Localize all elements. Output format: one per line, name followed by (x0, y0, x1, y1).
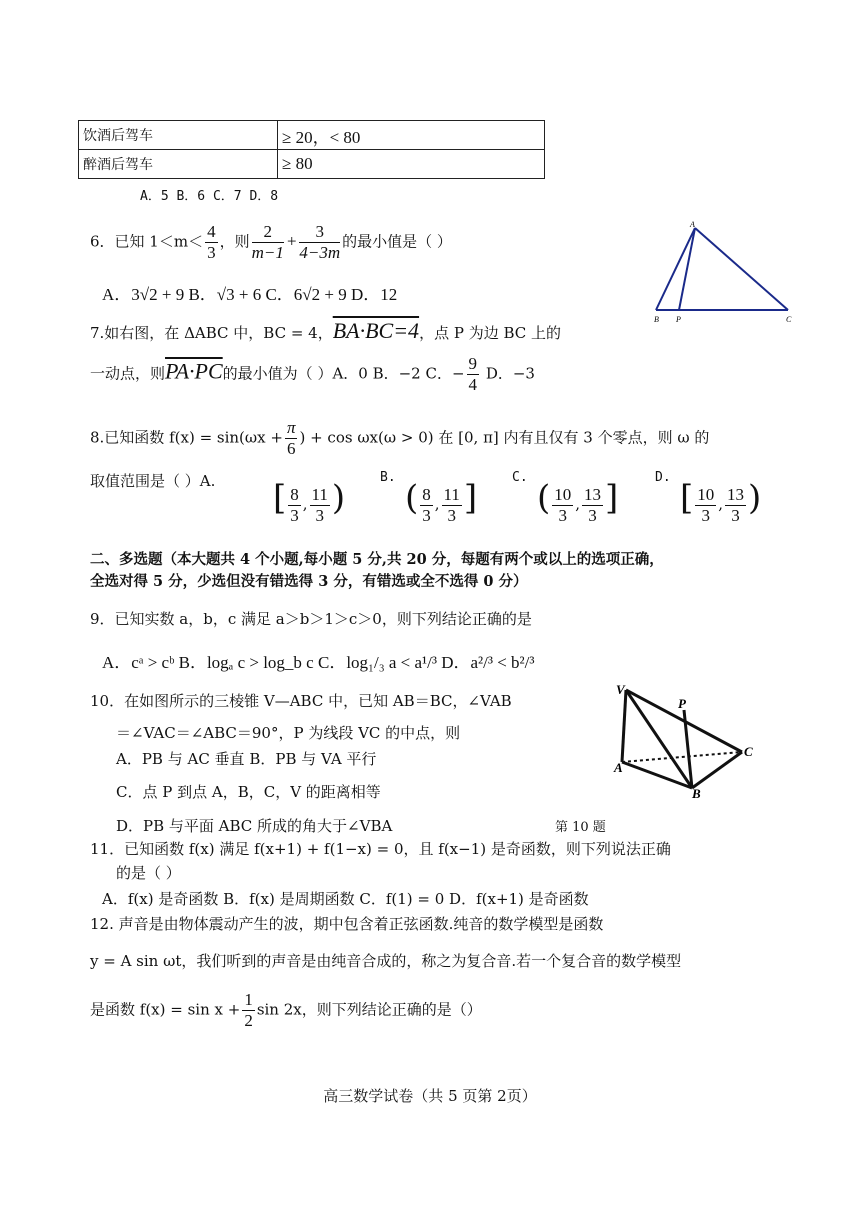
numerator: 8 (422, 484, 431, 504)
numerator: 13 (727, 484, 745, 504)
q8-line1 (90, 418, 709, 459)
label-a: A (614, 760, 623, 775)
numerator: 3 (299, 222, 340, 243)
q6-options: A．3√2 + 9 B．√3 + 6 C．6√2 + 9 D．12 (102, 285, 398, 304)
edge-ac (695, 228, 788, 310)
q11-line1: 11．已知函数 f(x) 满足 f(x+1) + f(1−x) = 0，且 f(x−1) 是奇函数，则下列说法正确 (90, 840, 671, 858)
denominator: 3 (290, 505, 299, 525)
q6-fraction (205, 222, 218, 263)
numerator: 11 (443, 484, 460, 504)
numerator: 2 (252, 222, 284, 243)
edge-va (622, 690, 626, 762)
q6-fraction (252, 222, 284, 263)
q10-option-c: C．点 P 到点 A，B，C，V 的距离相等 (116, 783, 381, 801)
q7-text: ，点 P 为边 BC 上的 (419, 324, 562, 342)
numerator: 9 (468, 354, 478, 373)
denominator: 3 (422, 505, 431, 525)
denominator: m−1 (251, 243, 284, 262)
label-b: B (692, 786, 701, 800)
table-cell: 醉酒后驾车 (79, 150, 278, 179)
denominator: 4 (468, 375, 478, 394)
label-a: A (690, 220, 695, 229)
q6-mid: ，则 (219, 232, 250, 251)
q12-line2: y = A sin ωt，我们听到的声音是由纯音合成的，称之为复合音.若一个复合音的数学模型 (90, 952, 682, 970)
q6-suffix: 的最小值是（ ） (342, 232, 452, 251)
label-c: C (744, 744, 753, 759)
numerator: 11 (311, 484, 328, 504)
drink-table (78, 120, 545, 179)
numerator: 10 (554, 484, 572, 504)
table-row (79, 150, 545, 179)
label-b: B (654, 315, 659, 324)
q8-option-d-label: D. (655, 470, 671, 485)
numerator: 10 (697, 484, 715, 504)
q12-line3 (90, 990, 482, 1031)
q7-text: 7.如右图，在 ΔABC 中，BC = 4， (90, 324, 333, 342)
q7-vector: PA·PC (165, 358, 223, 384)
denominator: 3 (731, 505, 740, 525)
label-p: P (678, 696, 686, 711)
q11-line2: 的是（ ） (116, 864, 181, 882)
q10-line2: ＝∠VAC＝∠ABC＝90°，P 为线段 VC 的中点，则 (116, 724, 461, 742)
denominator: 6 (286, 439, 296, 458)
table-cell: ≥ 80 (278, 150, 545, 179)
q6-stem (90, 222, 452, 263)
denominator: 3 (588, 505, 597, 525)
table-cell: ≥ 20，< 80 (278, 121, 545, 150)
q12-fraction (242, 990, 255, 1031)
section-heading: 二、多选题（本大题共 4 个小题,每小题 5 分,共 20 分，每题有两个或以上的选项正确， (90, 551, 664, 568)
q11-options: A．f(x) 是奇函数 B．f(x) 是周期函数 C．f(1) = 0 D．f(x+1) 是奇函数 (102, 890, 589, 908)
section-heading: 全选对得 5 分，少选但没有错选得 3 分，有错选或全不选得 0 分） (90, 573, 528, 590)
denominator: 3 (207, 243, 216, 262)
q12-line1: 12. 声音是由物体震动产生的波，期中包含着正弦函数.纯音的数学模型是函数 (90, 915, 604, 933)
edge-ac-hidden (622, 752, 742, 762)
q12-text: sin 2x，则下列结论正确的是（） (256, 1000, 482, 1019)
q7-line1 (90, 318, 561, 344)
numerator: 13 (584, 484, 602, 504)
q8-option-a: [ $\frac{8}{3}$ , $\frac{11}{3}$ ) (273, 478, 346, 525)
label-p: P (676, 315, 681, 324)
numerator: 8 (290, 484, 299, 504)
denominator: 3 (447, 505, 456, 525)
denominator: 3 (558, 505, 568, 525)
edge-ab (656, 228, 695, 310)
denominator: 2 (244, 1011, 253, 1030)
q6-fraction (299, 222, 340, 263)
q10-option-d: D．PB 与平面 ABC 所成的角大于∠VBA (116, 817, 393, 835)
q8-text: ) + cos ωx(ω > 0) 在 [0, π] 内有且仅有 3 个零点，则 ω 的 (299, 428, 710, 447)
q12-text: 是函数 f(x) = sin x + (90, 1000, 241, 1019)
denominator: 3 (315, 505, 324, 525)
q7-text: 一动点，则 (90, 364, 166, 383)
q7-vector: BA·BC=4 (332, 318, 420, 343)
q8-option-b-label: B. (380, 470, 396, 485)
numerator: 1 (244, 990, 253, 1009)
q8-option-d: [ $\frac{10}{3}$ , $\frac{13}{3}$ ) (680, 478, 762, 525)
q9-stem: 9．已知实数 a，b，c 满足 a＞b＞1＞c＞0，则下列结论正确的是 (90, 610, 532, 628)
q8-option-b: ( $\frac{8}{3}$ , $\frac{11}{3}$ ] (405, 478, 478, 525)
q5-options: A．5 B．6 C．7 D．8 (140, 189, 279, 204)
q9-options: A．cᵃ > cᵇ B．logₐ c > log_b c C．log₁/₃ a < a¹/³ D．a²/³ < b²/³ (102, 653, 535, 672)
numerator: π (286, 418, 296, 437)
edge-ap (679, 228, 695, 310)
q8-text: 8.已知函数 f(x) = sin(ωx + (90, 428, 283, 447)
q7-text: D．−3 (481, 364, 535, 383)
q8-fraction (285, 418, 298, 459)
figure-caption: 第 10 题 (555, 820, 606, 835)
edge-bc (692, 752, 742, 788)
page-footer: 高三数学试卷（共 5 页第 2页） (323, 1087, 537, 1105)
q7-line2 (90, 354, 535, 395)
triangle-figure (650, 218, 800, 330)
q8-option-c-label: C. (512, 470, 528, 485)
denominator: 4−3m (299, 243, 341, 262)
q8-option-c: ( $\frac{10}{3}$ , $\frac{13}{3}$ ] (537, 478, 619, 525)
label-c: C (786, 315, 792, 324)
q8-line2: 取值范围是（ ）A. (90, 472, 216, 490)
plus-sign: + (285, 231, 298, 251)
label-v: V (616, 682, 625, 697)
q6-prefix: 6．已知 1＜m＜ (90, 232, 204, 251)
denominator: 3 (701, 505, 711, 525)
q10-option-ab: A．PB 与 AC 垂直 B．PB 与 VA 平行 (116, 750, 377, 768)
numerator: 4 (207, 222, 216, 241)
table-row (79, 121, 545, 150)
q7-fraction (467, 354, 480, 395)
q7-text: 的最小值为（ ）A．0 B．−2 C．− (222, 364, 465, 383)
pyramid-figure (612, 680, 762, 800)
table-cell: 饮酒后驾车 (79, 121, 278, 150)
q10-line1: 10．在如图所示的三棱锥 V—ABC 中，已知 AB＝BC，∠VAB (90, 692, 512, 710)
